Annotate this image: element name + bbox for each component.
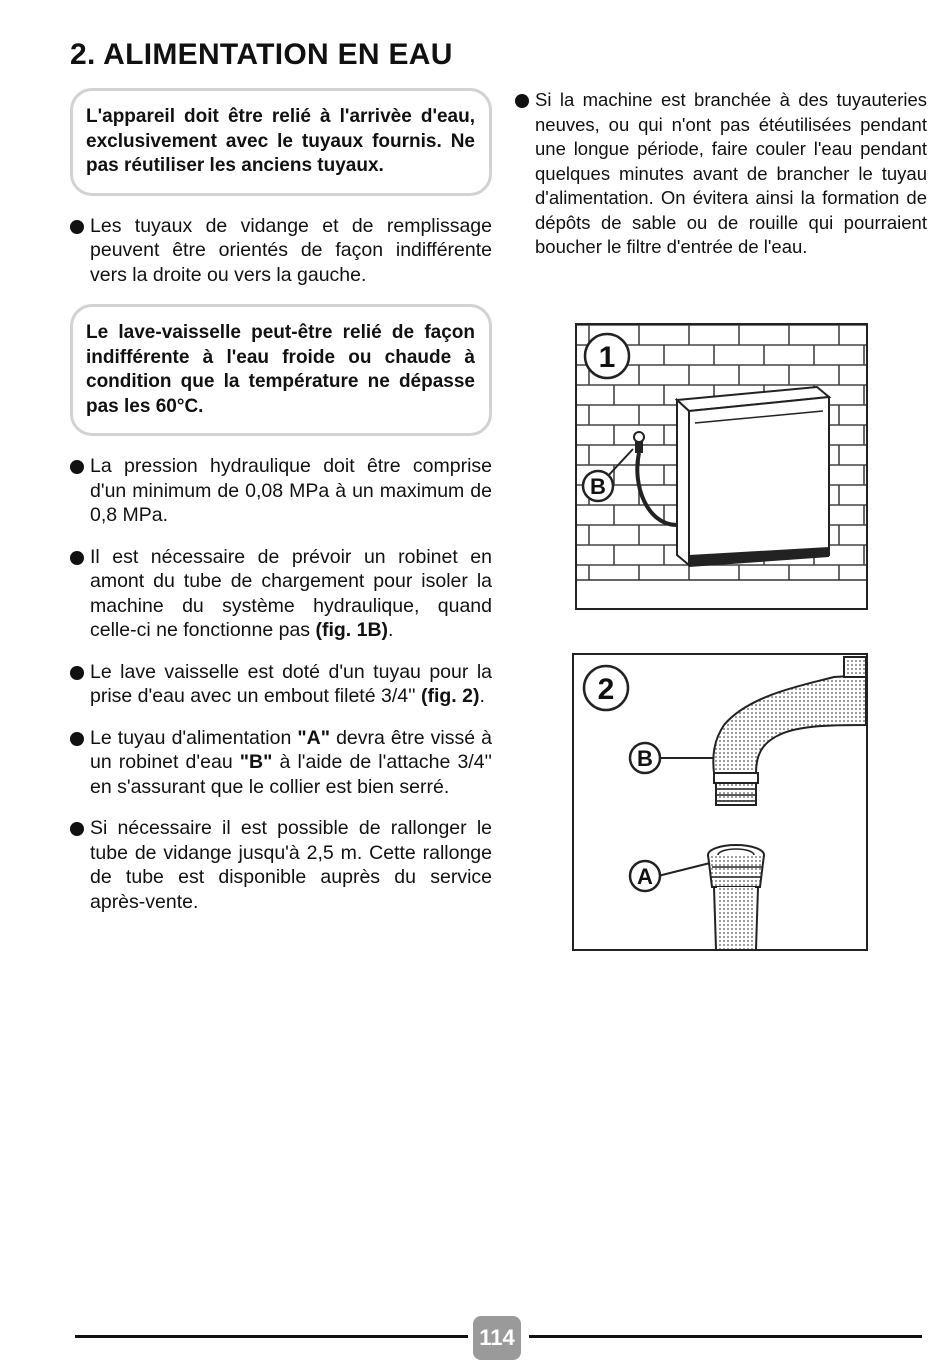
- bullet-supply-hose: [70, 726, 492, 800]
- bullet-hose-orientation: [70, 214, 492, 288]
- page-footer: [75, 1316, 922, 1360]
- tap-hose-illustration: [574, 655, 866, 949]
- bullet-text: Il est nécessaire de prévoir un robinet en amont du tube de chargement pour isoler la machine du système hydraulique, quand celle-ci ne fonctionne pas: [90, 545, 492, 641]
- label-b: B: [637, 746, 653, 771]
- bullet-text: devra être vissé à un robinet d'eau: [90, 726, 492, 773]
- bullet-text: Le lave vaisselle est doté d'un tuyau pour la prise d'eau avec un embout fileté 3/4'': [90, 660, 492, 707]
- bullet-thread: [70, 660, 492, 709]
- dishwasher-illustration: [577, 325, 866, 608]
- figure-2-tap-connection: [572, 653, 868, 951]
- bullet-text: Si nécessaire il est possible de rallonger le tube de vidange jusqu'à 2,5 m. Cette rallonge de tube est disponible auprès du service après-vente.: [90, 817, 492, 913]
- bullet-dot-icon: [70, 551, 84, 565]
- label-b-ref: "B": [239, 751, 273, 773]
- bullet-new-pipes: [515, 88, 927, 260]
- figure-number: 2: [597, 673, 615, 706]
- bullet-text: Le tuyau d'alimentation: [90, 726, 298, 749]
- bullet-dot-icon: [515, 94, 529, 108]
- label-b: B: [590, 474, 606, 499]
- label-a-ref: "A": [297, 726, 330, 749]
- fig-ref: (fig. 1B): [315, 619, 389, 641]
- bullet-text: à l'aide de l'attache 3/4'' en s'assurant que le collier est bien serré.: [90, 751, 492, 798]
- bullet-text: Les tuyaux de vidange et de remplissage peuvent être orientés de façon indifférente vers la droite ou vers la gauche.: [90, 214, 492, 286]
- bullet-end: .: [479, 685, 485, 707]
- bullet-dot-icon: [70, 732, 84, 746]
- bullet-text: Si la machine est branchée à des tuyauteries neuves, ou qui n'ont pas étéutilisées pendant une longue période, faire couler l'eau pendant quelques minutes avant de brancher le tuyau d'alimentation. On évitera ainsi la formation de dépôts de sable ou de rouille qui pourraient boucher le filtre d'entrée de l'eau.: [535, 89, 927, 257]
- bullet-dot-icon: [70, 666, 84, 680]
- page-title: 2. ALIMENTATION EN EAU: [70, 38, 453, 71]
- bullet-extension: [70, 816, 492, 914]
- right-column: [515, 88, 927, 277]
- label-a: A: [637, 864, 653, 889]
- bullet-text: La pression hydraulique doit être comprise d'un minimum de 0,08 MPa à un maximum de 0,8 MPa.: [90, 455, 492, 526]
- footer-rule-right: [529, 1335, 922, 1338]
- note-box-hoses: L'appareil doit être relié à l'arrivèe d'eau, exclusivement avec le tuyaux fournis. Ne pas réutiliser les anciens tuyaux.: [70, 88, 492, 196]
- bullet-pressure: [70, 454, 492, 528]
- bullet-tap: [70, 545, 492, 643]
- page-number: 114: [473, 1316, 521, 1360]
- figure-number: 1: [598, 341, 616, 374]
- note-box-temperature: Le lave-vaisselle peut-être relié de façon indifférente à l'eau froide ou chaude à condition que la température ne dépasse pas les 60°C.: [70, 304, 492, 436]
- footer-rule-left: [75, 1335, 468, 1338]
- left-column: [70, 88, 492, 931]
- bullet-dot-icon: [70, 822, 84, 836]
- figure-1-dishwasher: [575, 323, 868, 610]
- bullet-end: .: [388, 619, 394, 641]
- bullet-dot-icon: [70, 220, 84, 234]
- bullet-dot-icon: [70, 460, 84, 474]
- fig-ref: (fig. 2): [420, 685, 480, 707]
